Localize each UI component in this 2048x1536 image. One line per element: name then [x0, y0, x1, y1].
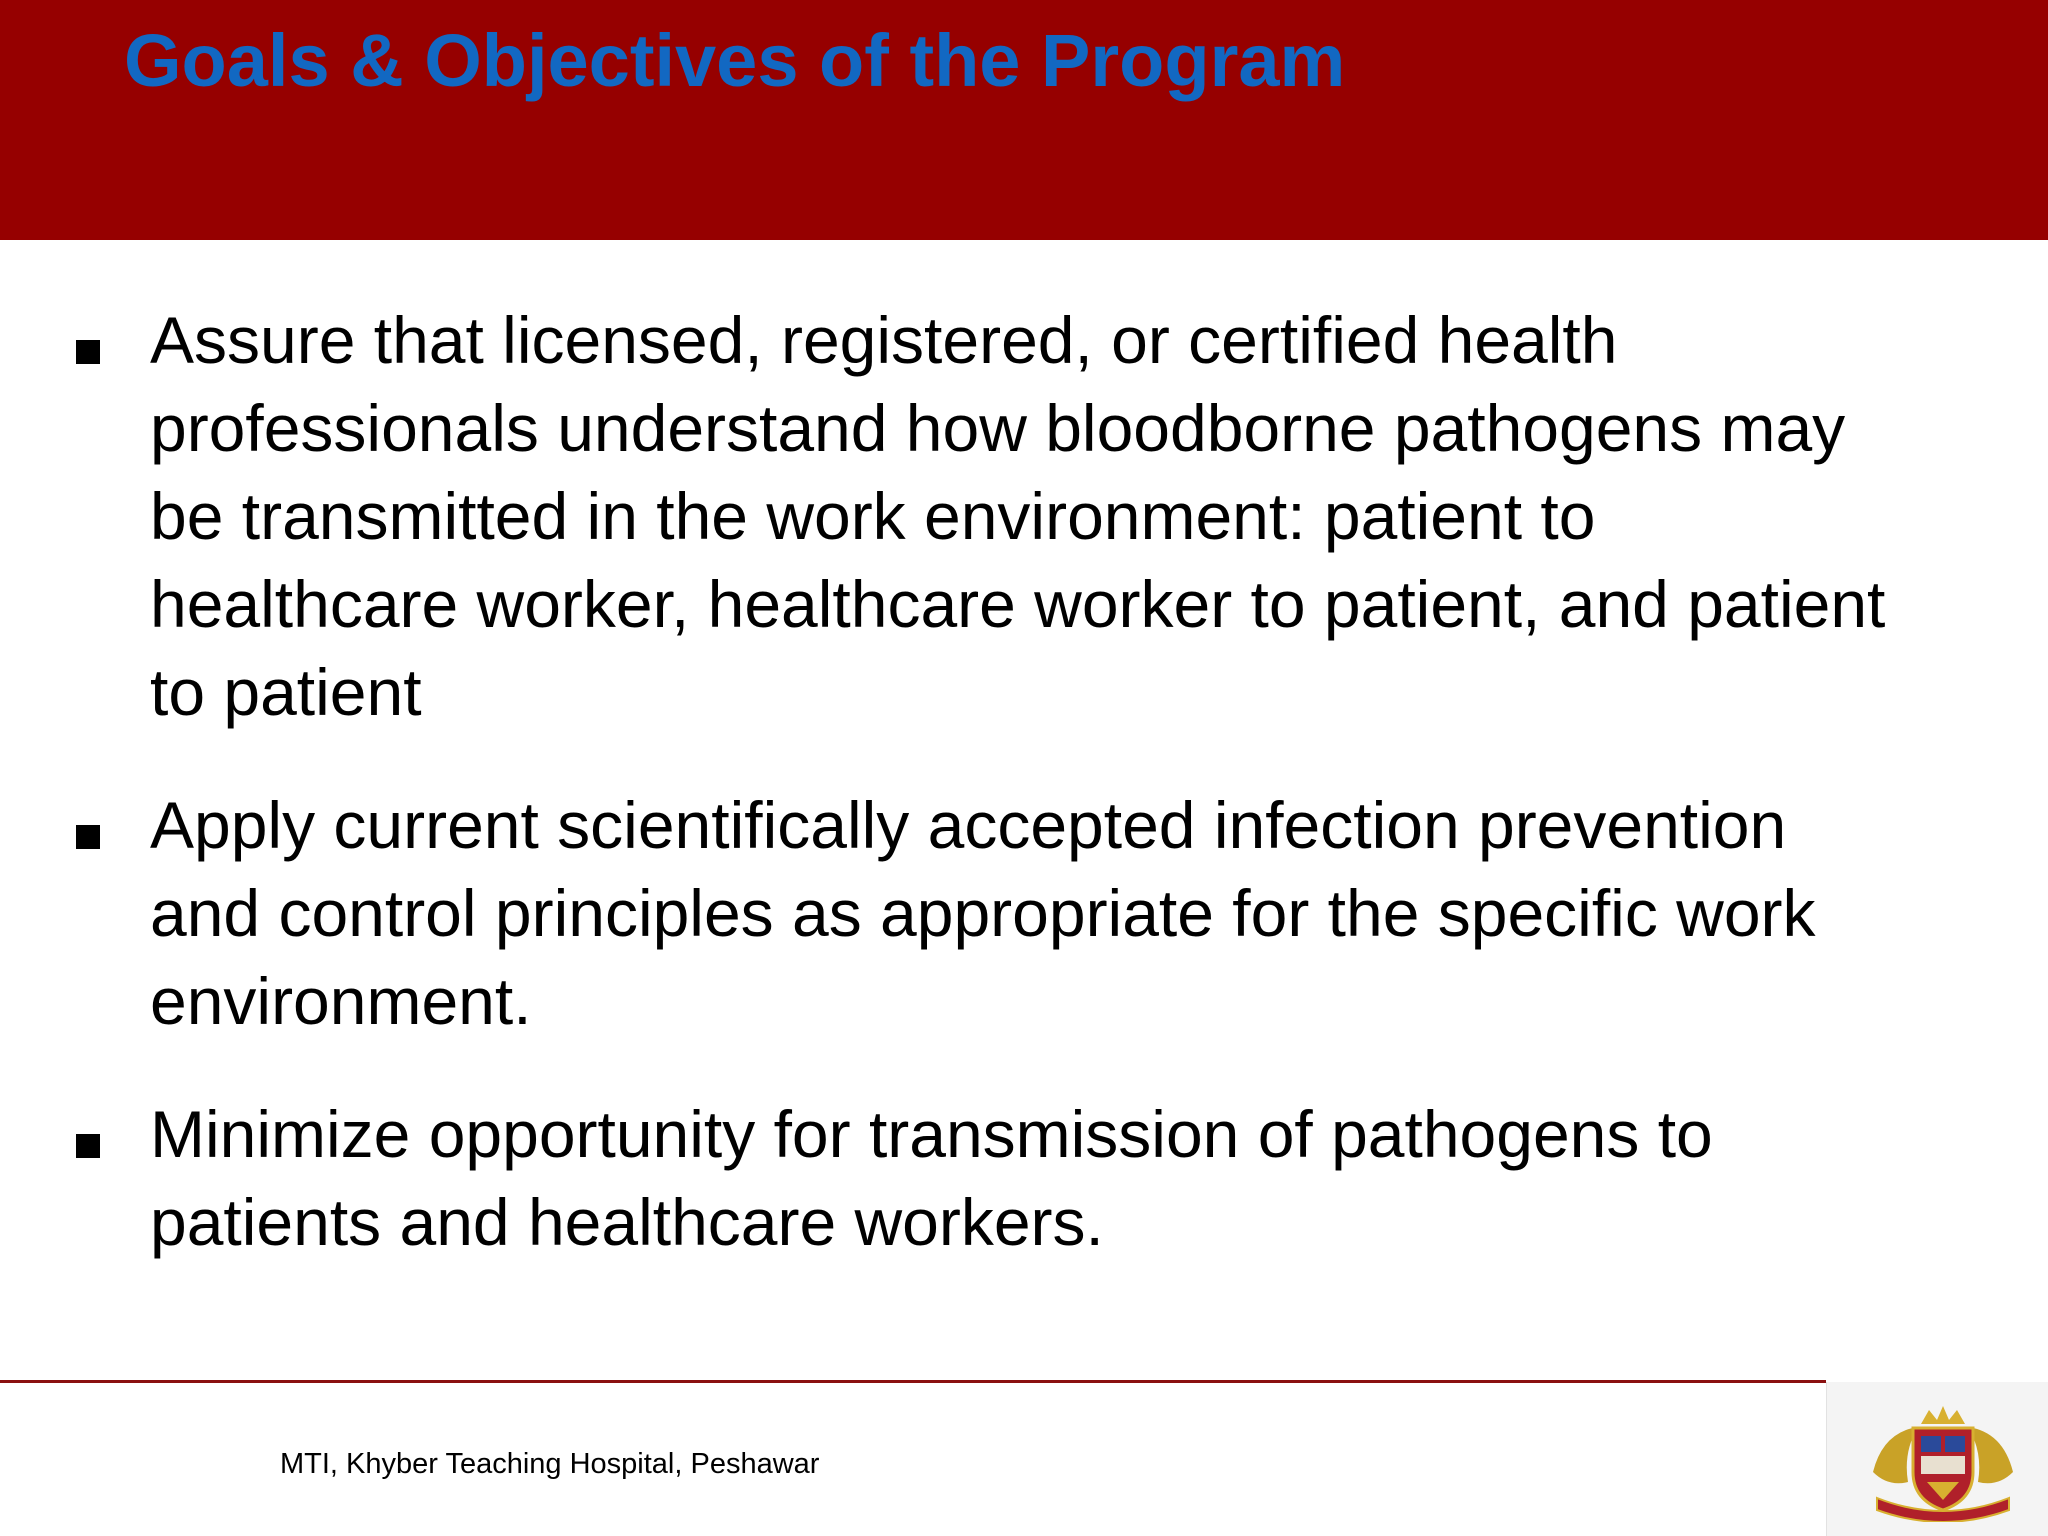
slide-title: Goals & Objectives of the Program	[124, 19, 1346, 102]
square-bullet-icon	[76, 1134, 100, 1158]
square-bullet-icon	[76, 340, 100, 364]
footer-text: MTI, Khyber Teaching Hospital, Peshawar	[280, 1448, 820, 1480]
square-bullet-icon	[76, 825, 100, 849]
bullet-item	[70, 296, 1886, 736]
header-band	[0, 0, 2048, 240]
bullet-text: Assure that licensed, registered, or certified health professionals understand how bloodborne pathogens may be transmitted in the work environment: patient to healthcare worker, healthcare worker to patient, and patient to patient	[150, 303, 1886, 729]
hospital-crest-icon	[1863, 1402, 2023, 1522]
bullet-list	[70, 296, 1886, 1266]
footer-divider	[0, 1380, 1826, 1383]
footer-logo-area	[1826, 1382, 2048, 1536]
bullet-text: Apply current scientifically accepted infection prevention and control principles as appropriate for the specific work environment.	[150, 788, 1816, 1038]
bullet-item	[70, 781, 1870, 1045]
bullet-item	[70, 1090, 1870, 1266]
bullet-text: Minimize opportunity for transmission of pathogens to patients and healthcare workers.	[150, 1097, 1713, 1259]
